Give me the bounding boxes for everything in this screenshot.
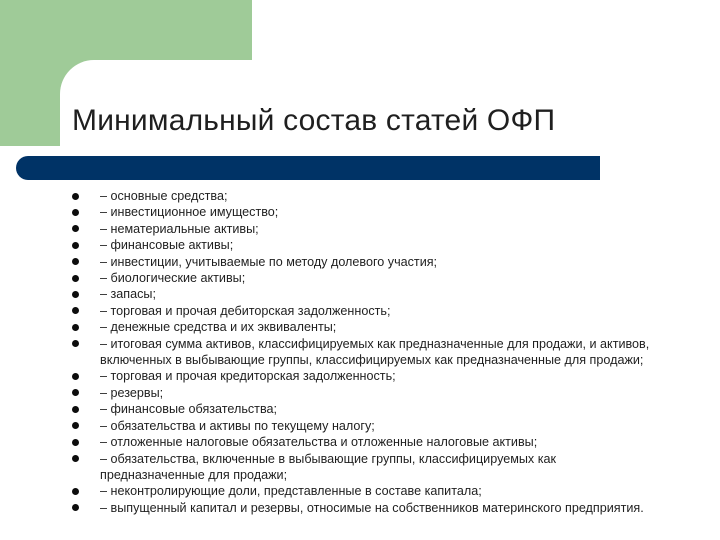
list-item-text: – неконтролирующие доли, представленные в составе капитала; [100,484,482,499]
bullet-dot-icon [72,422,79,429]
list-item-text: – инвестиции, учитываемые по методу долевого участия; [100,254,438,269]
bullet-dot-icon [72,406,79,413]
bullet-dot-icon [72,439,79,446]
list-item [60,286,660,302]
list-item-text: – финансовые обязательства; [100,402,278,417]
list-item [60,401,660,417]
list-item-text: – основные средства; [100,189,228,203]
list-item-text: – резервы; [100,385,164,400]
list-item [60,385,660,401]
list-item-text: – отложенные налоговые обязательства и отложенные налоговые активы; [100,435,538,450]
list-item [60,270,660,286]
list-item-text: – биологические активы; [100,271,246,286]
list-item [60,418,660,434]
bullet-dot-icon [72,242,79,249]
list-item [60,237,660,253]
list-item [60,500,660,516]
bullet-dot-icon [72,193,79,200]
bullet-dot-icon [72,389,79,396]
list-item-text: – выпущенный капитал и резервы, относимые на собственников материнского предприятия. [100,500,644,515]
list-item [60,483,660,499]
bullet-dot-icon [72,209,79,216]
list-item [60,319,660,335]
list-item-text: – обязательства и активы по текущему налогу; [100,418,375,433]
list-item [60,221,660,237]
bullet-list [60,188,660,516]
bullet-dot-icon [72,291,79,298]
list-item [60,204,660,220]
bullet-dot-icon [72,258,79,265]
bullet-dot-icon [72,324,79,331]
bullet-dot-icon [72,340,79,347]
list-item [60,254,660,270]
list-item [60,303,660,319]
list-item [60,451,660,484]
list-item-text: – финансовые активы; [100,238,234,253]
bullet-dot-icon [72,373,79,380]
list-item-text: – итоговая сумма активов, классифицируемых как предназначенные для продажи, и активов, включенных в выбывающие группы, классифицируемых как предназначенные для продажи; [100,336,650,368]
list-item [60,336,660,369]
list-item-text: – запасы; [100,287,156,302]
slide-title: Минимальный состав статей ОФП [72,104,556,137]
list-item [60,368,660,384]
bullet-dot-icon [72,455,79,462]
list-item-text: – торговая и прочая дебиторская задолженность; [100,303,391,318]
bullet-dot-icon [72,504,79,511]
bullet-dot-icon [72,275,79,282]
list-item-text: – торговая и прочая кредиторская задолженность; [100,369,396,384]
bullet-dot-icon [72,307,79,314]
bullet-dot-icon [72,488,79,495]
list-item-text: – инвестиционное имущество; [100,205,279,220]
list-item-text: – нематериальные активы; [100,221,259,236]
list-item [60,434,660,450]
title-underline-bar [16,156,600,180]
list-item-text: – обязательства, включенные в выбывающие группы, классифицируемых как предназначенные для продажи; [100,451,557,482]
list-item-text: – денежные средства и их эквиваленты; [100,320,337,335]
list-item [60,188,660,204]
bullet-dot-icon [72,225,79,232]
